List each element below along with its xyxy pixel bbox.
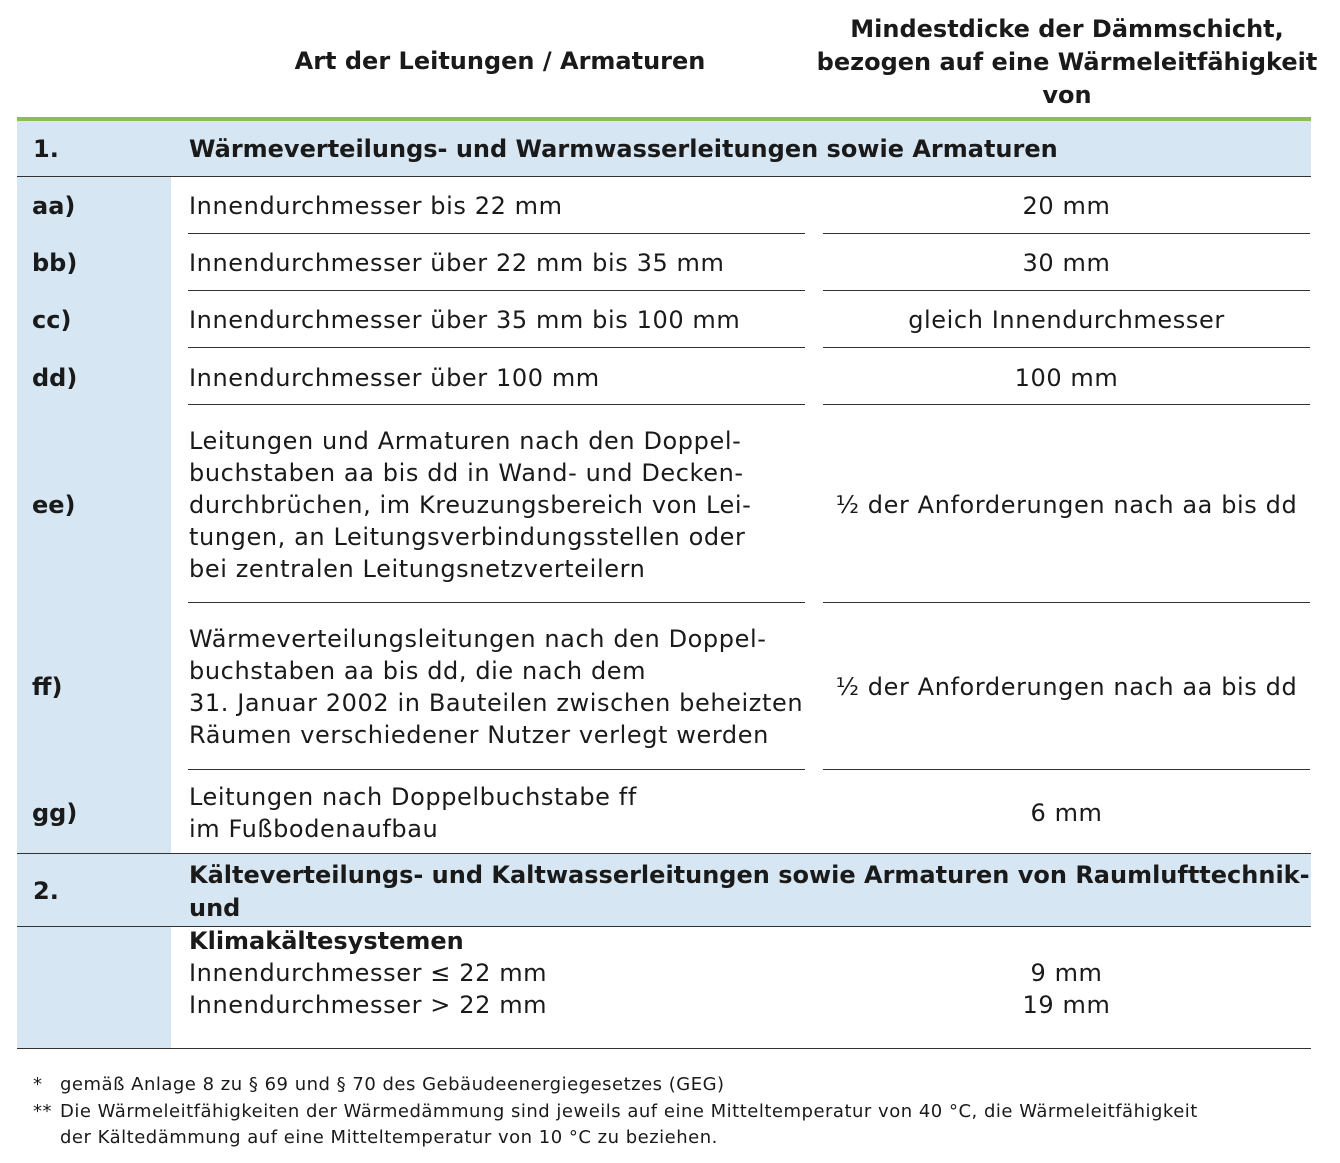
row-description-line: im Fußbodenaufbau (189, 815, 439, 843)
row-value: gleich Innendurchmesser (908, 306, 1225, 334)
row-divider (188, 404, 805, 405)
row-description (189, 623, 803, 751)
row-divider (188, 602, 805, 603)
section-2-title (189, 859, 1311, 958)
row-label: bb) (32, 249, 78, 277)
row-description-line: Innendurchmesser über 100 mm (189, 364, 600, 392)
row-description (189, 425, 751, 585)
row-label: dd) (32, 364, 78, 392)
footnote-2-mark: ** (33, 1101, 52, 1122)
row-description-line: buchstaben aa bis dd in Wand- und Decken- (189, 459, 744, 487)
section-2-number: 2. (33, 877, 59, 905)
row-value: 100 mm (1014, 364, 1119, 392)
row-description-line: Leitungen und Armaturen nach den Doppel- (189, 427, 742, 455)
row-description-line: Innendurchmesser über 22 mm bis 35 mm (189, 249, 725, 277)
row-value (823, 957, 1310, 1021)
row-description-line: bei zentralen Leitungsnetzverteilern (189, 555, 646, 583)
row-label: aa) (32, 192, 76, 220)
table-bottom-border (17, 1048, 1311, 1049)
column-header-type: Art der Leitungen / Armaturen (294, 47, 706, 75)
row-description-line: Räumen verschiedener Nutzer verlegt werden (189, 721, 769, 749)
footnote-2-text-line2: der Kältedämmung auf eine Mitteltemperatur von 10 °C zu beziehen. (60, 1127, 718, 1148)
row-divider (823, 769, 1310, 770)
row-description-line: 31. Januar 2002 in Bauteilen zwischen beheizten (189, 689, 804, 717)
row-value: 30 mm (1022, 249, 1111, 277)
column-header-thickness-line1: Mindestdicke der Dämmschicht, (850, 15, 1284, 43)
section-1-title: Wärmeverteilungs- und Warmwasserleitungen sowie Armaturen (189, 135, 1058, 163)
footnote-1-text: gemäß Anlage 8 zu § 69 und § 70 des Gebäudeenergiegesetzes (GEG) (60, 1074, 725, 1095)
row-label: ee) (32, 491, 76, 519)
row-divider (188, 233, 805, 234)
row-value: 6 mm (1030, 799, 1103, 827)
row-label: ff) (32, 673, 63, 701)
row-description (189, 304, 740, 336)
section-1-number: 1. (33, 135, 59, 163)
row-divider (823, 602, 1310, 603)
row-description-line: durchbrüchen, im Kreuzungsbereich von Lei- (189, 491, 752, 519)
section-2-label-column (17, 927, 171, 1048)
row-value: ½ der Anforderungen nach aa bis dd (835, 673, 1298, 701)
section-2-title-line2: Klimakältesystemen (189, 927, 464, 955)
row-description (189, 362, 600, 394)
row-description (189, 247, 725, 279)
row-divider (823, 347, 1310, 348)
row-description-line: tungen, an Leitungsverbindungsstellen oder (189, 523, 746, 551)
row-description (189, 190, 563, 222)
row-divider (823, 233, 1310, 234)
row-label: cc) (32, 306, 72, 334)
row-divider (823, 404, 1310, 405)
row-value: 20 mm (1022, 192, 1111, 220)
section-2-header (17, 853, 1311, 955)
row-divider (188, 347, 805, 348)
section-1-header (17, 121, 1311, 177)
row-description-line: Wärmeverteilungsleitungen nach den Doppel- (189, 625, 767, 653)
row-description (189, 957, 547, 1021)
row-description (189, 781, 637, 845)
section-2-title-line1: Kälteverteilungs- und Kaltwasserleitungen sowie Armaturen von Raumlufttechnik- und (189, 861, 1310, 922)
row-description-line: Innendurchmesser bis 22 mm (189, 192, 563, 220)
row-value: ½ der Anforderungen nach aa bis dd (835, 491, 1298, 519)
row-label: gg) (32, 799, 78, 827)
row-description-line: Innendurchmesser ≤ 22 mm (189, 959, 548, 987)
footnote-2-text-line1: Die Wärmeleitfähigkeiten der Wärmedämmung sind jeweils auf eine Mitteltemperatur von 40 °C, die Wärmeleitfähigkeit (60, 1101, 1198, 1122)
row-description-line: buchstaben aa bis dd, die nach dem (189, 657, 647, 685)
row-divider (823, 290, 1310, 291)
row-divider (188, 769, 805, 770)
row-value-line: 19 mm (1022, 991, 1111, 1019)
column-header-thickness-line2: bezogen auf eine Wärmeleitfähigkeit von (816, 48, 1318, 109)
footnote-1-mark: * (33, 1074, 43, 1095)
row-description-line: Leitungen nach Doppelbuchstabe ff (189, 783, 637, 811)
row-value-line: 9 mm (1030, 959, 1103, 987)
row-description-line: Innendurchmesser > 22 mm (189, 991, 548, 1019)
row-divider (188, 290, 805, 291)
row-description-line: Innendurchmesser über 35 mm bis 100 mm (189, 306, 741, 334)
